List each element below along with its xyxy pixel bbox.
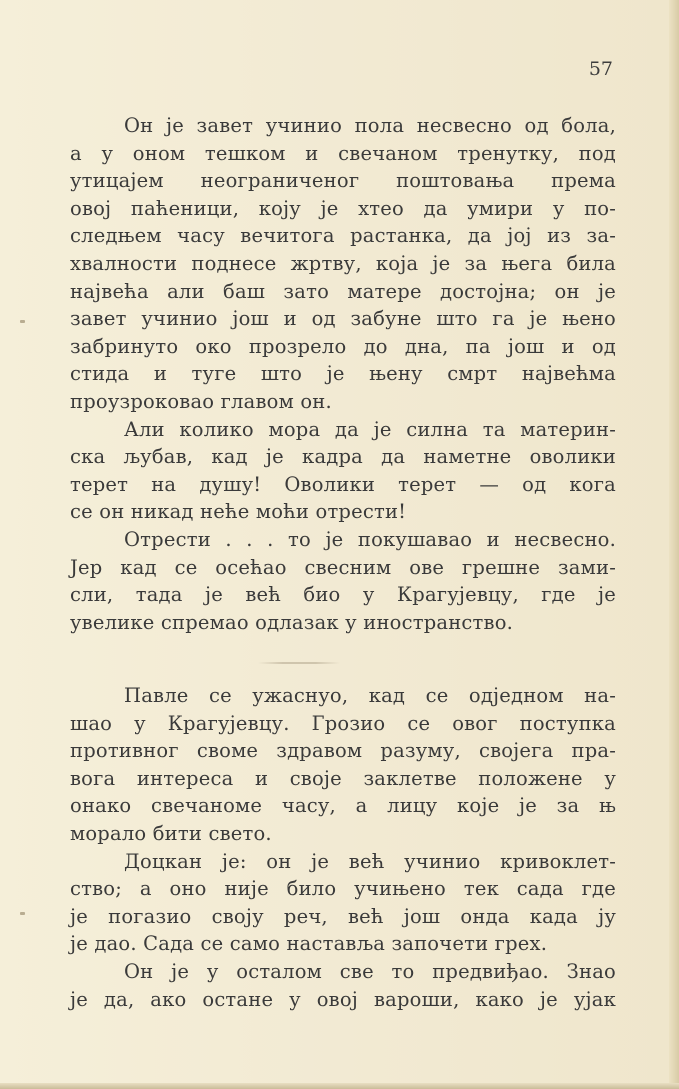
text-line: ство; а оно није било учињено тек сада где: [70, 877, 616, 901]
page-number: 57: [588, 58, 613, 80]
text-line: терет на душу! Оволики терет — од кога: [70, 472, 616, 496]
text-line: забринуто око прозрело до дна, па још и од: [70, 334, 616, 358]
margin-mark: [20, 320, 25, 323]
text-line: шао у Крагујевцу. Грозио се овог поступка: [70, 711, 616, 735]
paragraph: [70, 958, 616, 1013]
text-line: противног своме здравом разуму, својега пра-: [70, 739, 616, 763]
paragraph: [70, 112, 616, 416]
paragraph: [70, 848, 616, 958]
paragraph: [70, 682, 616, 848]
section-separator: [258, 662, 340, 664]
text-line: највећа али баш зато матере достојна; он је: [70, 279, 616, 303]
text-line: онако свечаноме часу, а лицу које је за њ: [70, 794, 616, 818]
text-line: проузроковао главом он.: [70, 389, 332, 413]
text-line: је да, ако остане у овој вароши, како је ујак: [70, 987, 616, 1011]
text-line: хвалности поднесе жртву, која је за њега била: [70, 251, 616, 275]
text-line: Он је у осталом све то предвиђао. Знао: [124, 959, 616, 983]
text-line: Он је завет учинио пола несвесно од бола,: [124, 114, 616, 137]
page-edge-right: [669, 0, 679, 1089]
text-section-1: [70, 112, 616, 636]
text-line: Доцкан је: он је већ учинио кривоклет-: [124, 849, 616, 873]
text-line: морало бити свето.: [70, 821, 272, 845]
text-line: се он никад неће моћи отрести!: [70, 500, 407, 524]
text-line: завет учинио још и од забуне што га је њено: [70, 307, 616, 331]
text-section-2: [70, 682, 616, 1013]
margin-mark: [20, 912, 25, 915]
text-line: је погазио своју реч, већ још онда када ју: [70, 904, 616, 928]
paragraph: [70, 416, 616, 526]
text-line: следњем часу вечитога растанка, да јој из за-: [70, 224, 616, 248]
text-line: ска љубав, кад је кадра да наметне оволики: [70, 445, 616, 469]
text-line: сли, тада је већ био у Крагујевцу, где је: [70, 583, 616, 607]
text-line: а у оном тешком и свечаном тренутку, под: [70, 141, 616, 165]
text-line: Павле се ужаснуо, кад се одједном на-: [124, 684, 616, 707]
text-line: стида и туге што је њену смрт највећма: [70, 362, 616, 386]
paragraph: [70, 526, 616, 636]
text-line: Али колико мора да је силна та материн-: [124, 417, 616, 441]
text-line: Јер кад се осећао свесним ове грешне зами-: [70, 555, 616, 579]
text-line: вога интереса и своје заклетве положене у: [70, 766, 616, 790]
text-line: је дао. Сада се само наставља започети грех.: [70, 932, 548, 956]
text-line: Отрести . . . то је покушавао и несвесно.: [124, 527, 616, 551]
text-line: овој паћеници, коју је хтео да умири у по-: [70, 196, 616, 220]
text-line: увелике спремао одлазак у иностранство.: [70, 610, 514, 634]
page-edge-bottom: [0, 1083, 679, 1089]
text-line: утицајем неограниченог поштовања према: [70, 169, 616, 193]
